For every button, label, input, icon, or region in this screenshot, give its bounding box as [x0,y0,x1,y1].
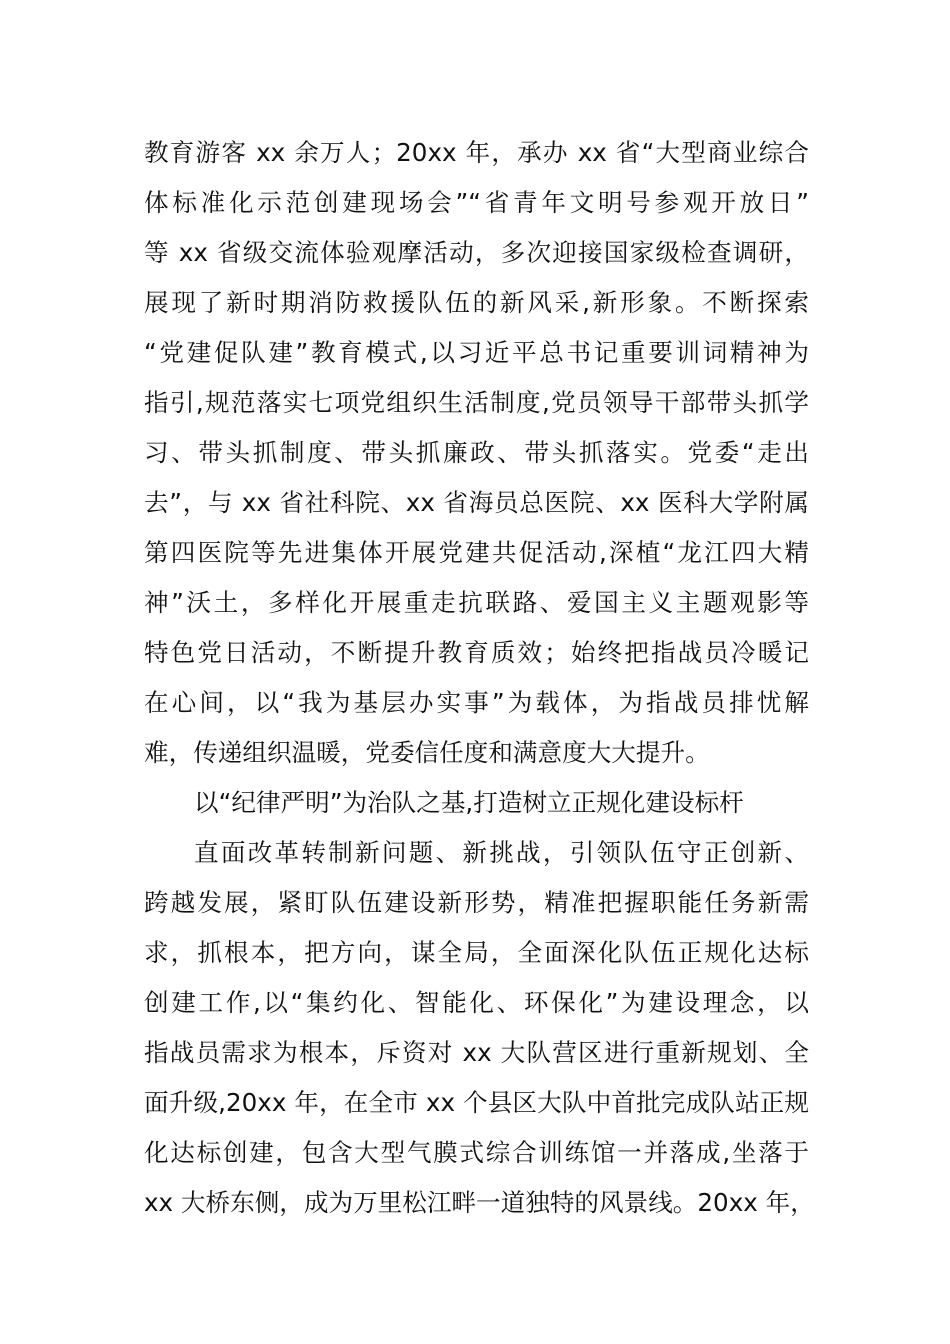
text-line: 指引,规范落实七项党组织生活制度,党员领导干部带头抓学 [144,388,809,417]
text-line: 跨越发展，紧盯队伍建设新形势，精准把握职能任务新需 [144,888,809,917]
text-line: xx 大桥东侧，成为万里松江畔一道独特的风景线。20xx 年， [144,1188,815,1217]
text-line: 求，抓根本，把方向，谋全局，全面深化队伍正规化达标 [144,938,809,967]
text-line: 展现了新时期消防救援队伍的新风采,新形象。不断探索 [144,288,809,317]
text-line: 去”，与 xx 省社科院、xx 省海员总医院、xx 医科大学附属 [144,488,809,517]
text-line: 体标准化示范创建现场会”“省青年文明号参观开放日” [144,188,809,217]
text-line: 等 xx 省级交流体验观摩活动，多次迎接国家级检查调研， [144,238,809,267]
text-line: 教育游客 xx 余万人；20xx 年，承办 xx 省“大型商业综合 [144,138,809,167]
text-line: 特色党日活动，不断提升教育质效；始终把指战员冷暖记 [144,638,809,667]
text-line: 神”沃土，多样化开展重走抗联路、爱国主义主题观影等 [144,588,809,617]
text-line: 习、带头抓制度、带头抓廉政、带头抓落实。党委“走出 [144,438,809,467]
text-line: 第四医院等先进集体开展党建共促活动,深植“龙江四大精 [144,538,809,567]
text-line: 创建工作,以“集约化、智能化、环保化”为建设理念，以 [144,988,809,1017]
body-text [144,128,815,1228]
text-line: 指战员需求为根本，斥资对 xx 大队营区进行重新规划、全 [144,1038,809,1067]
text-line: 难，传递组织温暖，党委信任度和满意度大大提升。 [144,738,710,767]
text-line: 直面改革转制新问题、新挑战，引领队伍守正创新、 [194,838,809,867]
text-line: 化达标创建，包含大型气膜式综合训练馆一并落成,坐落于 [144,1138,809,1167]
text-line: 面升级,20xx 年，在全市 xx 个县区大队中首批完成队站正规 [144,1088,809,1117]
section-heading: 以“纪律严明”为治队之基,打造树立正规化建设标杆 [194,788,744,817]
text-line: “党建促队建”教育模式,以习近平总书记重要训词精神为 [144,338,809,367]
text-line: 在心间，以“我为基层办实事”为载体，为指战员排忧解 [144,688,809,717]
